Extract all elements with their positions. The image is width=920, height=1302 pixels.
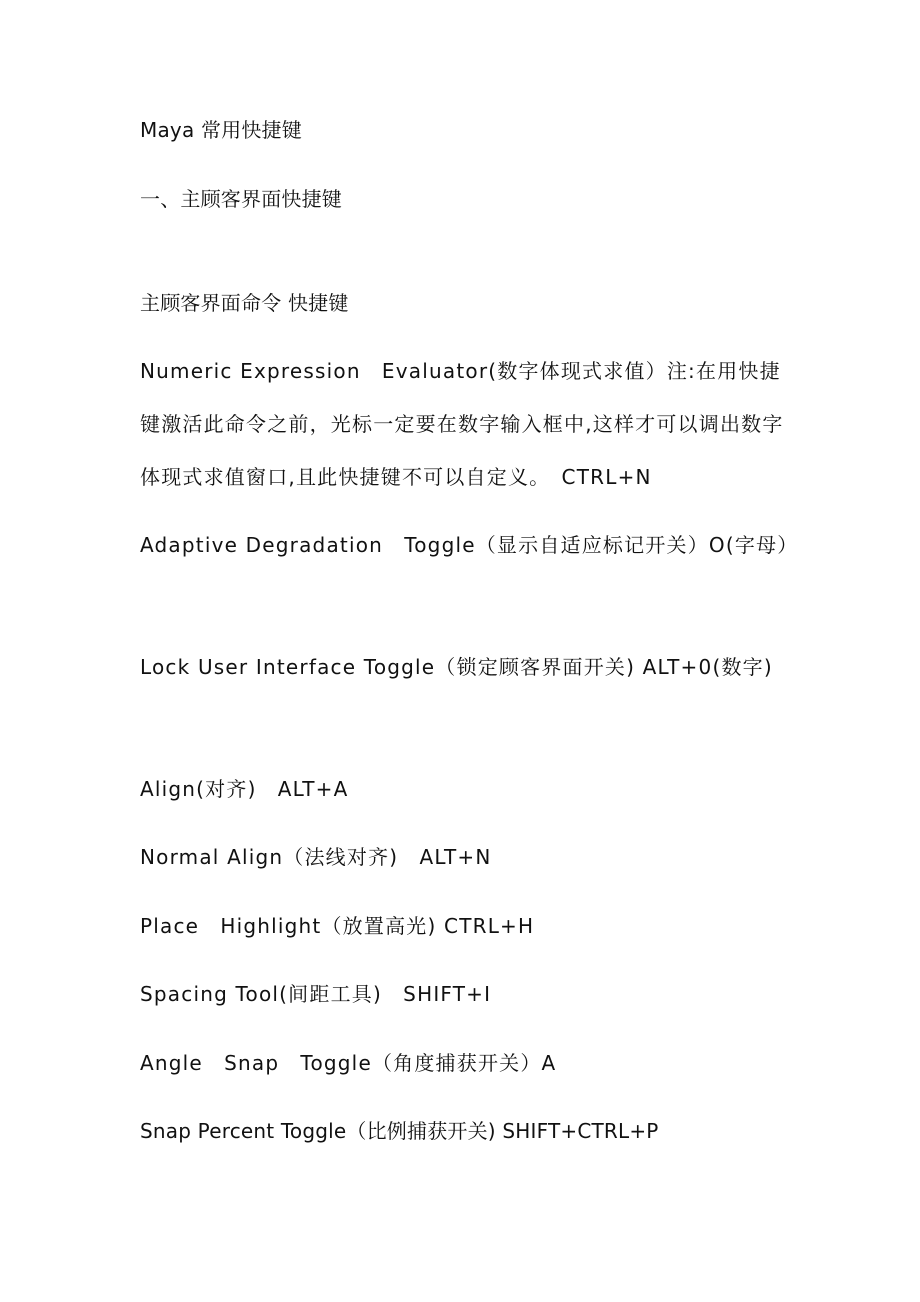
entry-normal-align: Normal Align（法线对齐) ALT+N	[140, 845, 492, 869]
entry-angle-snap: Angle Snap Toggle（角度捕获开关）A	[140, 1051, 557, 1075]
section-heading: 一、主顾客界面快捷键	[140, 187, 342, 211]
document-title: Maya 常用快捷键	[140, 118, 302, 142]
table-header: 主顾客界面命令 快捷键	[140, 291, 349, 315]
entry-numeric-expression: Numeric Expression Evaluator(数字体现式求值）注:在用快捷键激活此命令之前，光标一定要在数字输入框中,这样才可以调出数字体现式求值窗口,且此快捷键不可以自定义。 CTRL+N	[140, 359, 784, 489]
entry-place-highlight: Place Highlight（放置高光) CTRL+H	[140, 914, 535, 938]
entry-align: Align(对齐) ALT+A	[140, 777, 349, 801]
entry-lock-user-interface: Lock User Interface Toggle（锁定顾客界面开关) ALT+0(数字)	[140, 655, 773, 679]
entry-snap-percent: Snap Percent Toggle（比例捕获开关) SHIFT+CTRL+P	[140, 1119, 659, 1143]
entry-adaptive-degradation: Adaptive Degradation Toggle（显示自适应标记开关）O(字母）	[140, 533, 799, 557]
entry-spacing-tool: Spacing Tool(间距工具) SHIFT+I	[140, 982, 492, 1006]
